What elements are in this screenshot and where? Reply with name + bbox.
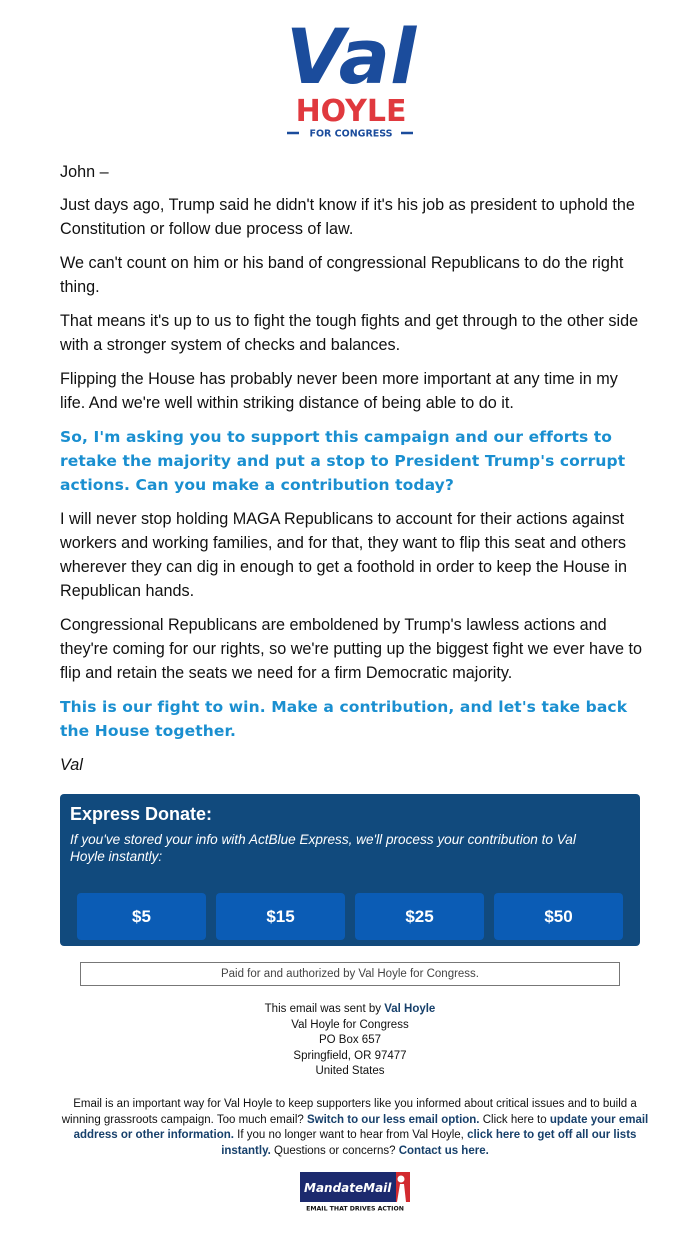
paid-for-disclaimer: Paid for and authorized by Val Hoyle for Congress. bbox=[80, 962, 620, 986]
mandatemail-logo-icon bbox=[300, 1172, 410, 1212]
sent-by-prefix: This email was sent by bbox=[264, 1003, 381, 1015]
paragraph-6: Congressional Republicans are emboldened by Trump's lawless actions and they're coming for our rights, so we're putting up the biggest fight we ever have to flip and retain the seats we need for a firm Democratic majority. bbox=[60, 616, 643, 682]
logo-block-text: HOYLE bbox=[295, 94, 407, 129]
sender-org: Val Hoyle for Congress bbox=[291, 1018, 409, 1031]
logo-tagline: FOR CONGRESS bbox=[309, 128, 393, 140]
campaign-logo bbox=[0, 8, 700, 148]
contribution-link-1[interactable]: So, I'm asking you to support this campaign and our efforts to retake the majority and put a stop to President Trump's corrupt actions. Can you make a contribution today? bbox=[60, 428, 626, 494]
less-email-link[interactable]: Switch to our less email option. bbox=[306, 1113, 480, 1126]
val-hoyle-logo-graphic bbox=[265, 8, 435, 140]
footer-text-3: If you no longer want to hear from Val Hoyle, bbox=[237, 1129, 464, 1141]
sender-name: Val Hoyle bbox=[384, 1003, 436, 1015]
footer-text-2: Click here to bbox=[482, 1113, 547, 1126]
donate-25-button[interactable]: $25 bbox=[355, 893, 484, 940]
unsubscribe-link[interactable]: click here to get off all our lists instantly. bbox=[221, 1129, 637, 1157]
mandatemail-name: MandateMail bbox=[304, 1181, 392, 1195]
donate-50-button[interactable]: $50 bbox=[494, 893, 623, 940]
donate-5-button[interactable]: $5 bbox=[77, 893, 206, 940]
paragraph-2: We can't count on him or his band of congressional Republicans to do the right thing. bbox=[60, 254, 624, 296]
email-footer bbox=[60, 1097, 650, 1159]
paragraph-1: Just days ago, Trump said he didn't know if it's his job as president to uphold the Constitution or follow due process of law. bbox=[60, 196, 635, 238]
salutation: John – bbox=[60, 163, 109, 181]
mandatemail-badge[interactable] bbox=[300, 1172, 410, 1212]
mandatemail-tagline: EMAIL THAT DRIVES ACTION bbox=[306, 1205, 404, 1212]
sent-by-line bbox=[0, 1002, 700, 1018]
donate-15-button[interactable]: $15 bbox=[216, 893, 345, 940]
letter-body bbox=[60, 160, 645, 777]
signature: Val bbox=[60, 756, 83, 774]
footer-text-4: Questions or concerns? bbox=[274, 1144, 396, 1157]
logo-script-text: Val bbox=[285, 12, 417, 101]
contribution-link-2[interactable]: This is our fight to win. Make a contribution, and let's take back the House together. bbox=[60, 698, 628, 740]
sender-city: Springfield, OR 97477 bbox=[293, 1049, 407, 1062]
paragraph-3: That means it's up to us to fight the tough fights and get through to the other side with a stronger system of checks and balances. bbox=[60, 312, 639, 354]
contact-link[interactable]: Contact us here. bbox=[398, 1144, 489, 1157]
footer-text-1: Email is an important way for Val Hoyle to keep supporters like you informed about critical issues and to build a winning grassroots campaign. Too much email? bbox=[61, 1098, 637, 1126]
express-donate-panel bbox=[60, 794, 640, 946]
express-donate-title: Express Donate: bbox=[70, 804, 213, 824]
paragraph-4: Flipping the House has probably never been more important at any time in my life. And we're well within striking distance of being able to do it. bbox=[60, 370, 618, 412]
paragraph-5: I will never stop holding MAGA Republicans to account for their actions against workers and working families, and for that, they want to flip this seat and others wherever they can dig in enough to get a foothold in order to keep the House in Republican hands. bbox=[60, 510, 627, 600]
update-info-link[interactable]: update your email address or other information. bbox=[73, 1113, 649, 1141]
express-donate-note: If you've stored your info with ActBlue Express, we'll process your contribution to Val Hoyle instantly: bbox=[70, 832, 576, 864]
sender-address bbox=[0, 1002, 700, 1080]
sender-country: United States bbox=[315, 1065, 385, 1077]
sender-po-box: PO Box 657 bbox=[318, 1034, 381, 1046]
